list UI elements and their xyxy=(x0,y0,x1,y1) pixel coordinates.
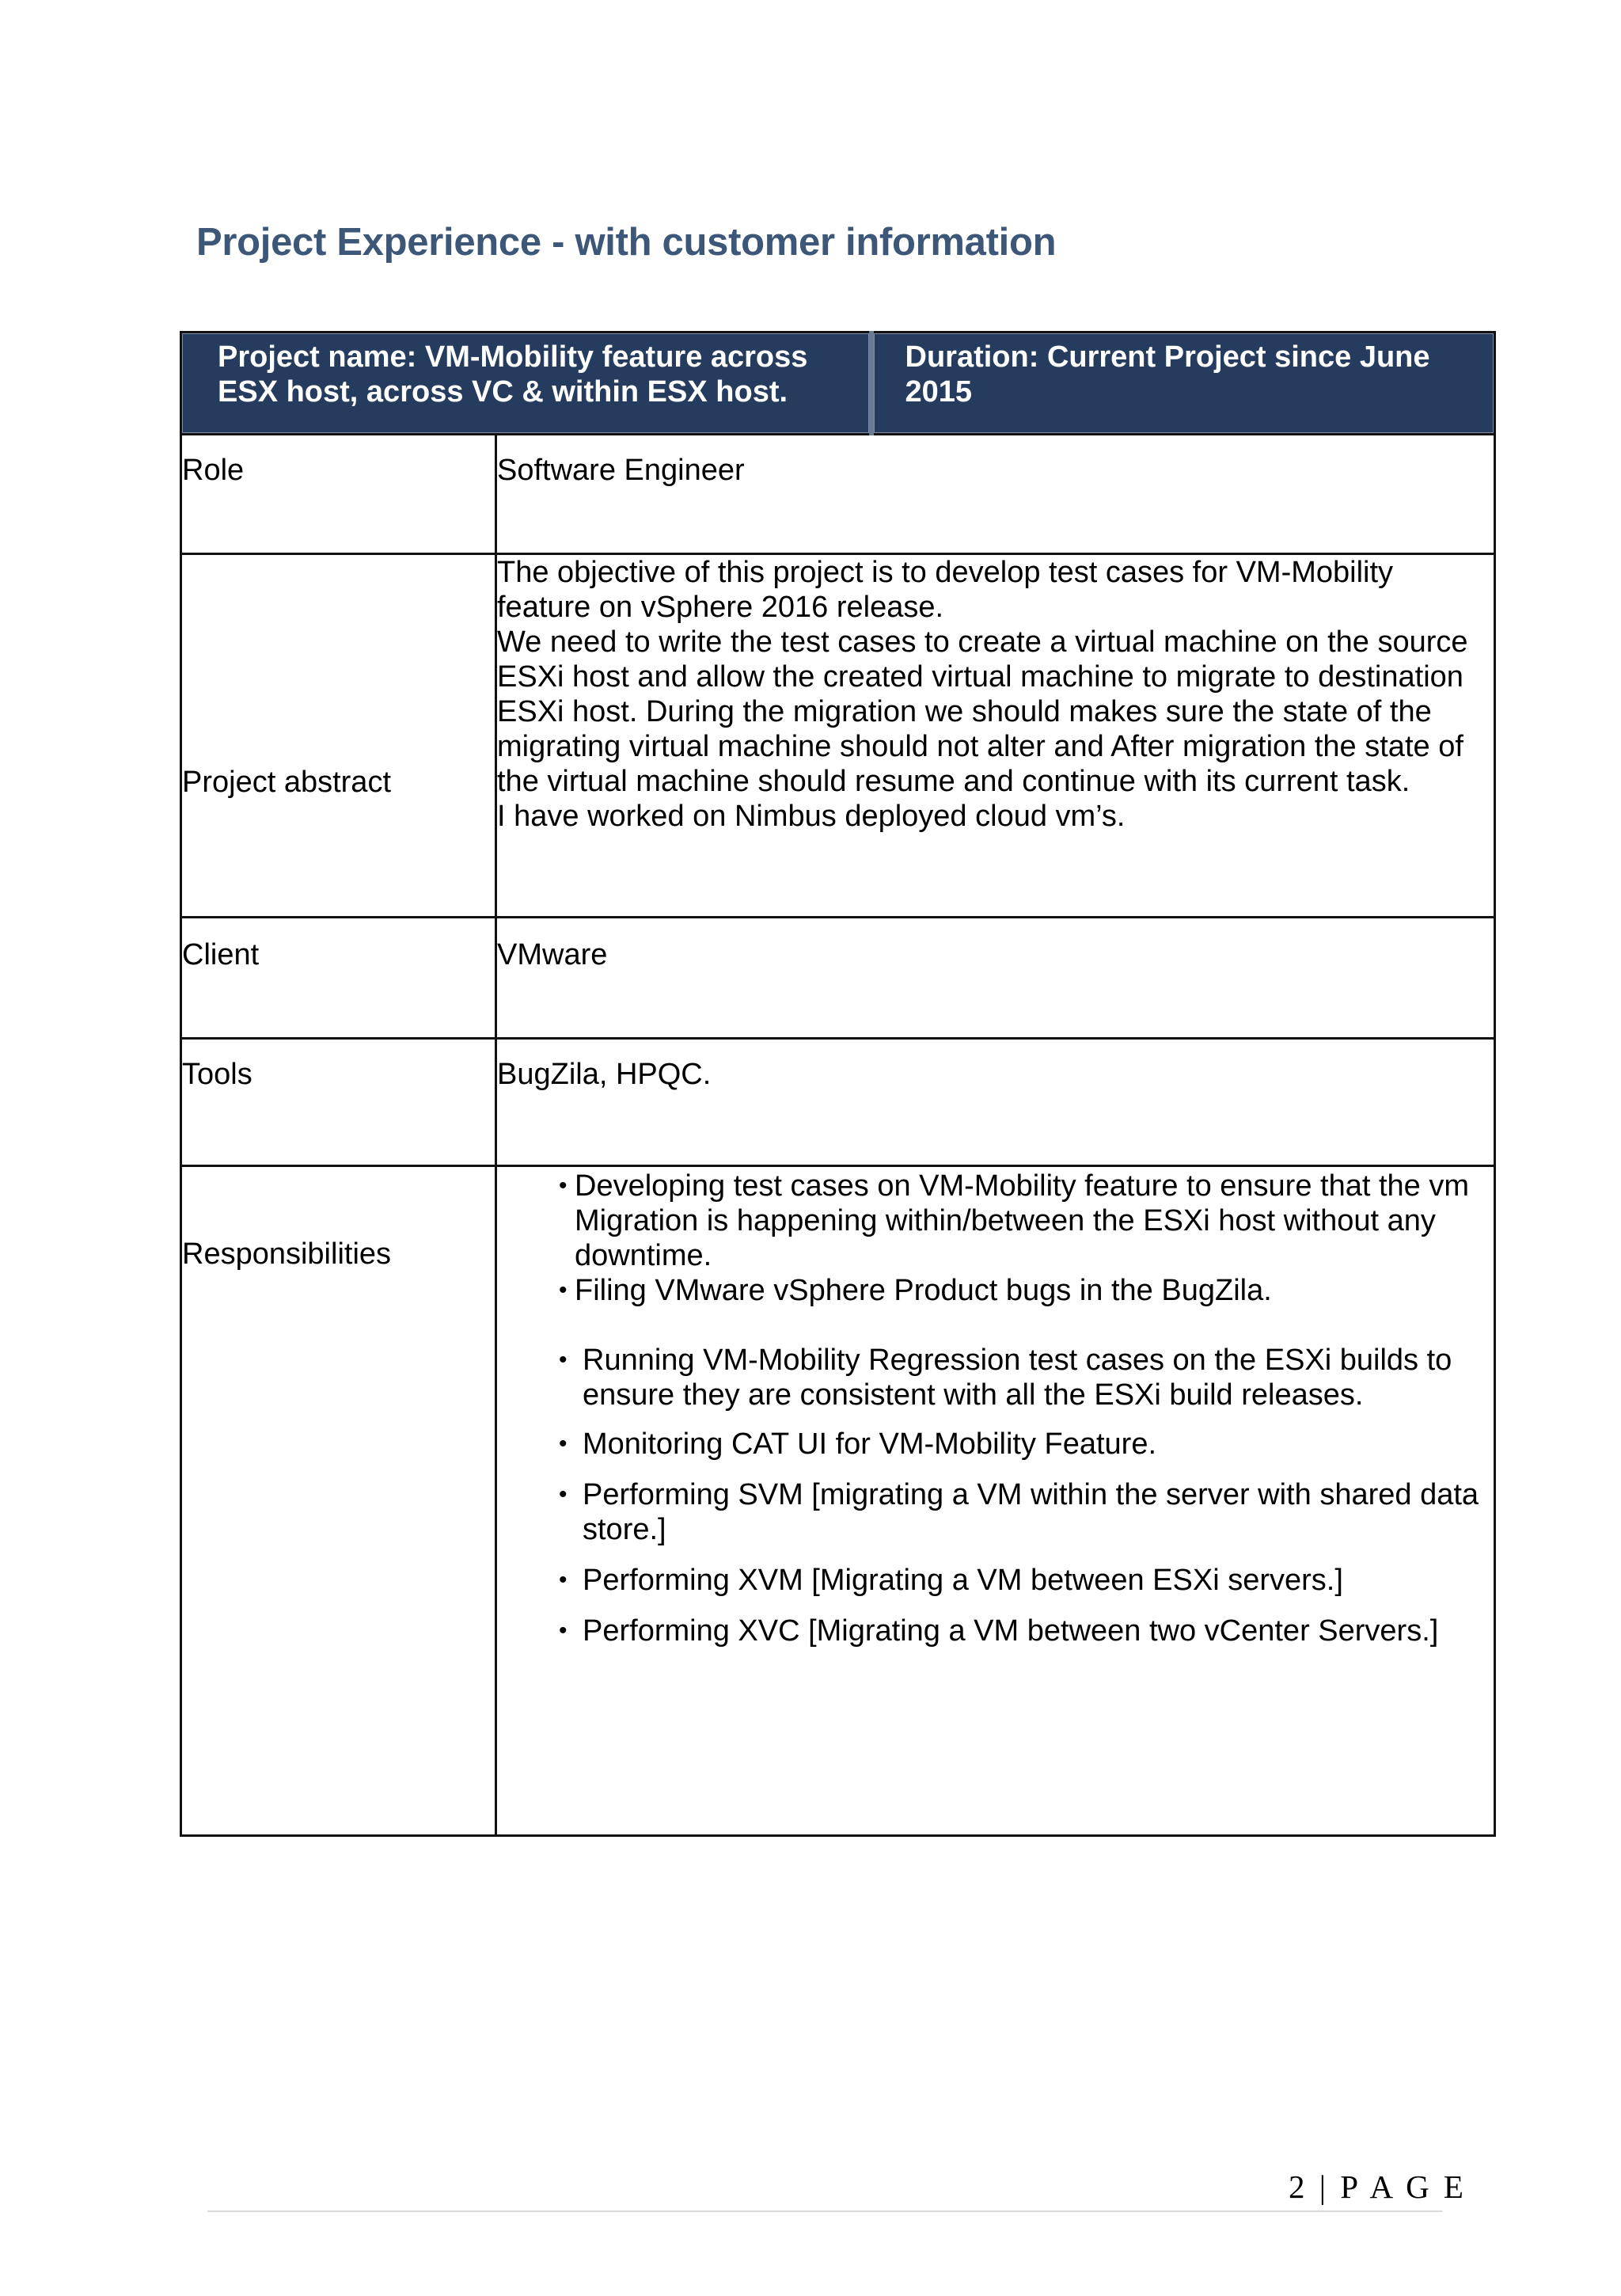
page-number: 2 | P A G E xyxy=(1289,2169,1467,2205)
bullet-icon: • xyxy=(559,1617,568,1644)
duration-text: Duration: Current Project since June 2015 xyxy=(905,340,1430,409)
list-item xyxy=(497,1273,1494,1308)
tools-row xyxy=(181,1039,1495,1166)
project-name-header xyxy=(181,333,871,435)
client-row xyxy=(181,918,1495,1039)
responsibility-text: Performing XVM [Migrating a VM between ESXi servers.] xyxy=(583,1564,1343,1597)
responsibility-text: Filing VMware vSphere Product bugs in the BugZila. xyxy=(575,1274,1272,1307)
role-row xyxy=(181,435,1495,554)
responsibilities-row xyxy=(181,1166,1495,1836)
bullet-icon: • xyxy=(559,1277,568,1303)
project-table xyxy=(180,331,1496,1837)
abstract-line-2: We need to write the test cases to create a virtual machine on the source ESXi host and allow the created virtual machine to migrate to destination ESXi host. During the migration we should makes sure the state of the migrating virtual machine should not alter and After migration the state of the virtual machine should resume and continue with its current task. xyxy=(497,625,1468,798)
bullet-icon: • xyxy=(559,1481,568,1507)
responsibilities-list xyxy=(497,1169,1494,1648)
list-item xyxy=(497,1614,1494,1648)
abstract-label-text: Project abstract xyxy=(182,766,391,799)
client-value: VMware xyxy=(496,918,1495,1039)
tools-label: Tools xyxy=(181,1039,496,1166)
tools-value: BugZila, HPQC. xyxy=(496,1039,1495,1166)
bullet-icon: • xyxy=(559,1347,568,1373)
abstract-line-3: I have worked on Nimbus deployed cloud vm’s. xyxy=(497,800,1126,833)
duration-header xyxy=(871,333,1495,435)
project-header-row xyxy=(181,333,1495,435)
responsibility-text: Performing XVC [Migrating a VM between two vCenter Servers.] xyxy=(583,1614,1439,1648)
abstract-row xyxy=(181,554,1495,918)
responsibility-text: Performing SVM [migrating a VM within the server with shared data store.] xyxy=(583,1478,1479,1546)
client-label: Client xyxy=(181,918,496,1039)
abstract-label xyxy=(181,554,496,918)
footer-divider xyxy=(207,2210,1442,2212)
list-item xyxy=(497,1477,1494,1547)
list-item xyxy=(497,1343,1494,1412)
list-item xyxy=(497,1427,1494,1462)
list-item xyxy=(497,1169,1494,1273)
project-name-text: Project name: VM-Mobility feature across ESX host, across VC & within ESX host. xyxy=(218,340,808,409)
abstract-line-1: The objective of this project is to develop test cases for VM-Mobility feature on vSphere 2016 release. xyxy=(497,556,1394,624)
bullet-icon: • xyxy=(559,1567,568,1593)
bullet-icon: • xyxy=(559,1173,568,1199)
role-label: Role xyxy=(181,435,496,554)
responsibility-text: Running VM-Mobility Regression test cases on the ESXi builds to ensure they are consistent with all the ESXi build releases. xyxy=(583,1344,1452,1412)
responsibility-text: Monitoring CAT UI for VM-Mobility Feature. xyxy=(583,1427,1157,1461)
responsibilities-value xyxy=(496,1166,1495,1836)
role-value: Software Engineer xyxy=(496,435,1495,554)
responsibility-text: Developing test cases on VM-Mobility feature to ensure that the vm Migration is happening within/between the ESXi host without any downtime. xyxy=(575,1169,1469,1272)
responsibilities-label: Responsibilities xyxy=(181,1166,496,1836)
list-item xyxy=(497,1563,1494,1598)
section-title: Project Experience - with customer information xyxy=(196,221,1057,264)
bullet-icon: • xyxy=(559,1431,568,1457)
abstract-value xyxy=(496,554,1495,918)
